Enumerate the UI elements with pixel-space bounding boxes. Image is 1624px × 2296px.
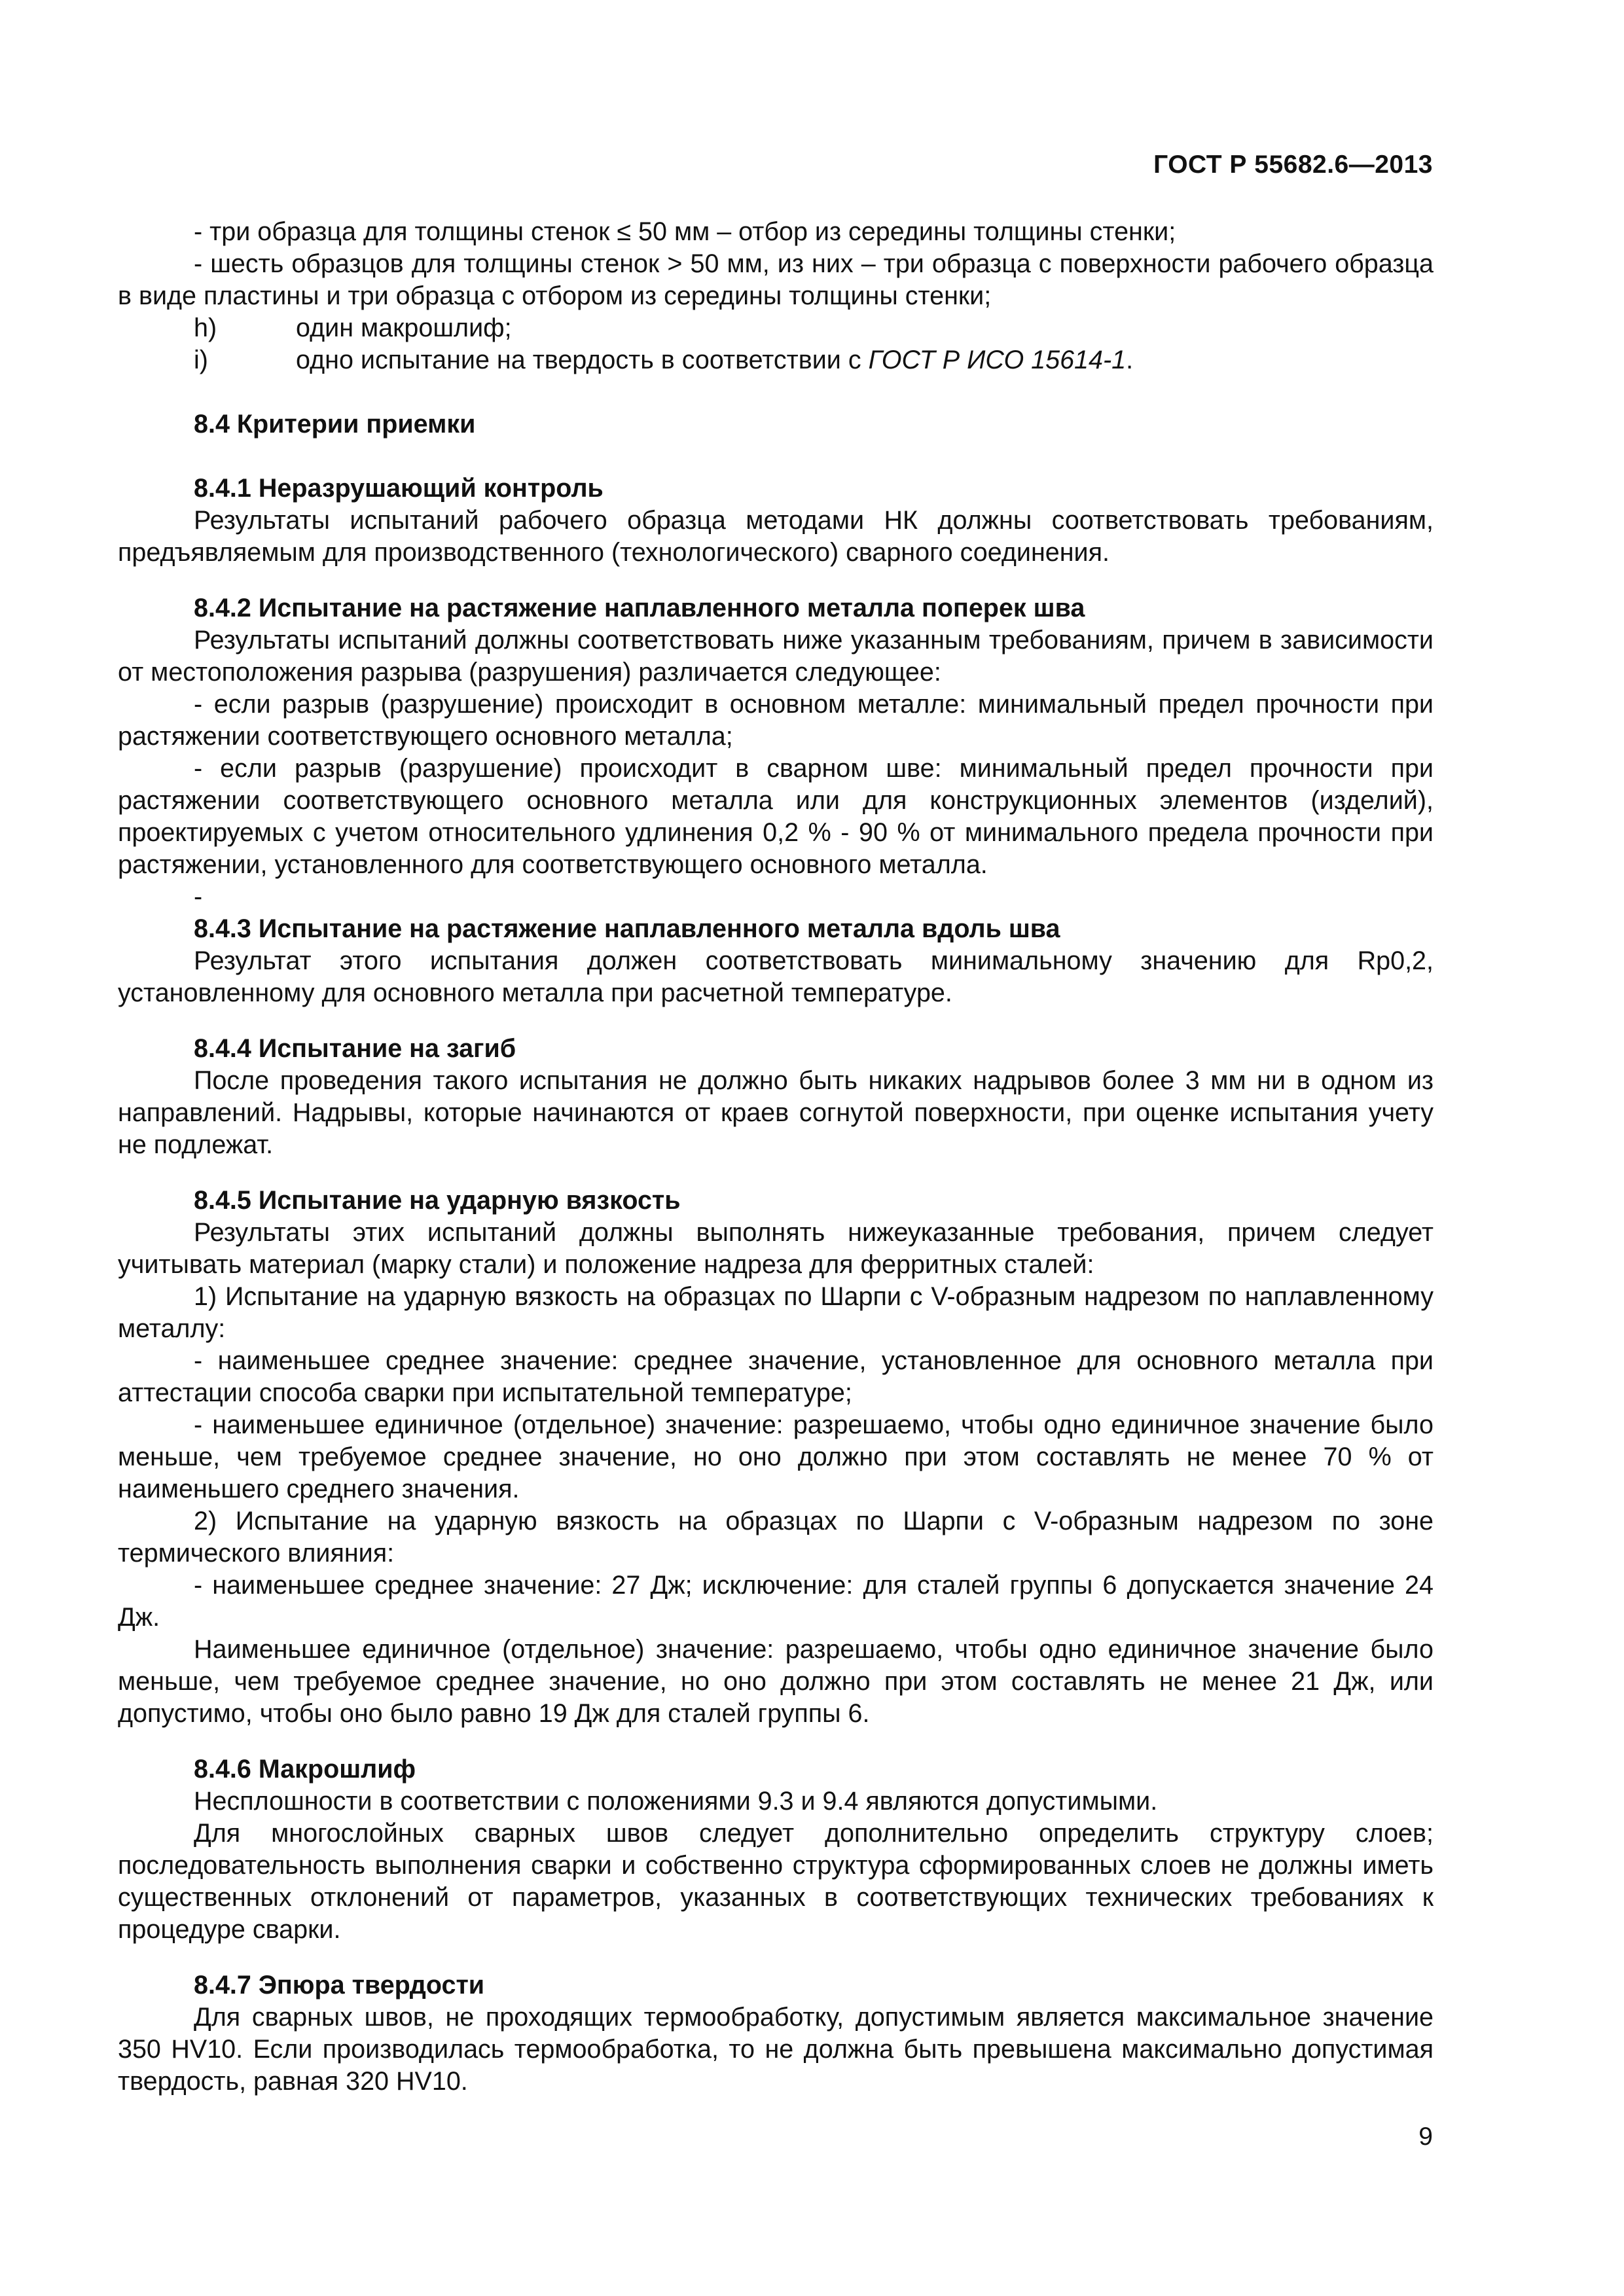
section-8-4-2-dash: - [194, 882, 203, 911]
section-8-4-6-paragraph-1: Несплошности в соответствии с положениями 9.3 и 9.4 являются допустимыми. [194, 1787, 1158, 1816]
section-8-4-5-item-2: 2) Испытание на ударную вязкость на образцах по Шарпи с V-образным надрезом по зоне термического влияния: [118, 1507, 1434, 1568]
section-8-4-4-paragraph: После проведения такого испытания не должно быть никаких надрывов более 3 мм ни в одном из направлений. Надрывы, которые начинаются от краев согнутой поверхности, при оценке испытания учету не подлежат. [118, 1066, 1434, 1159]
list-item-i [118, 344, 1434, 376]
list-marker-i: i) [194, 346, 208, 374]
section-8-4-5-paragraph-3: - наименьшее единичное (отдельное) значение: разрешаемо, чтобы одно единичное значение было меньше, чем требуемое среднее значение, но оно должно при этом составлять не менее 70 % от наименьшего среднего значения. [118, 1410, 1434, 1503]
section-8-4-5-paragraph-2: - наименьшее среднее значение: среднее значение, установленное для основного металла при аттестации способа сварки при испытательной температуре; [118, 1346, 1434, 1407]
section-8-4-4-title: 8.4.4 Испытание на загиб [194, 1034, 516, 1063]
list-text-h: один макрошлиф; [296, 314, 512, 342]
section-8-4-3-paragraph: Результат этого испытания должен соответствовать минимальному значению для Rp0,2, установленному для основного металла при расчетной температуре. [118, 946, 1434, 1007]
section-8-4-1-paragraph: Результаты испытаний рабочего образца методами НК должны соответствовать требованиям, предъявляемым для производственного (технологического) сварного соединения. [118, 506, 1434, 567]
section-8-4-6-title: 8.4.6 Макрошлиф [194, 1755, 416, 1784]
section-8-4-3-title: 8.4.3 Испытание на растяжение наплавленного металла вдоль шва [194, 914, 1060, 943]
document-body [118, 216, 1434, 2098]
section-8-4-5-title: 8.4.5 Испытание на ударную вязкость [194, 1186, 681, 1215]
document-header-id: ГОСТ Р 55682.6—2013 [1153, 151, 1433, 179]
section-8-4-2-paragraph-2: - если разрыв (разрушение) происходит в основном металле: минимальный предел прочности при растяжении соответствующего основного металла; [118, 690, 1434, 751]
section-8-4-5-item-1: 1) Испытание на ударную вязкость на образцах по Шарпи с V-образным надрезом по наплавленному металлу: [118, 1282, 1434, 1343]
list-text-i-end: . [1126, 346, 1134, 374]
list-text-i-main: одно испытание на твердость в соответствии с [296, 346, 869, 374]
list-item-h [118, 312, 1434, 344]
section-8-4-5-paragraph-5: Наименьшее единичное (отдельное) значение: разрешаемо, чтобы одно единичное значение было меньше, чем требуемое среднее значение, но оно должно при этом составлять не менее 21 Дж, или допустимо, чтобы оно было равно 19 Дж для сталей группы 6. [118, 1635, 1434, 1728]
section-8-4-6-paragraph-2: Для многослойных сварных швов следует дополнительно определить структуру слоев; последовательность выполнения сварки и собственно структура сформированных слоев не должны иметь существенных отклонений от параметров, указанных в соответствующих технических требованиях к процедуре сварки. [118, 1819, 1434, 1944]
intro-line-1: - три образца для толщины стенок ≤ 50 мм – отбор из середины толщины стенки; [194, 217, 1176, 246]
section-8-4-2-paragraph-1: Результаты испытаний должны соответствовать ниже указанным требованиям, причем в зависимости от местоположения разрыва (разрушения) различается следующее: [118, 626, 1434, 687]
section-8-4-1-title: 8.4.1 Неразрушающий контроль [194, 474, 604, 503]
section-8-4-5-paragraph-4: - наименьшее среднее значение: 27 Дж; исключение: для сталей группы 6 допускается значение 24 Дж. [118, 1571, 1434, 1632]
section-8-4-2-title: 8.4.2 Испытание на растяжение наплавленного металла поперек шва [194, 594, 1085, 622]
section-8-4-title: 8.4 Критерии приемки [194, 410, 476, 439]
intro-line-2: - шесть образцов для толщины стенок > 50 мм, из них – три образца с поверхности рабочего образца в виде пластины и три образца с отбором из середины толщины стенки; [118, 249, 1434, 310]
standard-reference: ГОСТ Р ИСО 15614-1 [868, 346, 1127, 374]
list-marker-h: h) [194, 314, 217, 342]
section-8-4-7-paragraph: Для сварных швов, не проходящих термообработку, допустимым является максимальное значение 350 HV10. Если производилась термообработка, то не должна быть превышена максимально допустимая твердость, равная 320 HV10. [118, 2003, 1434, 2096]
list-text-i [270, 344, 1434, 376]
section-8-4-2-paragraph-3: - если разрыв (разрушение) происходит в сварном шве: минимальный предел прочности при растяжении соответствующего основного металла или для конструкционных элементов (изделий), проектируемых с учетом относительного удлинения 0,2 % - 90 % от минимального предела прочности при растяжении, установленного для соответствующего основного металла. [118, 754, 1434, 879]
section-8-4-7-title: 8.4.7 Эпюра твердости [194, 1971, 485, 2000]
page-number: 9 [1418, 2123, 1433, 2151]
section-8-4-5-paragraph-1: Результаты этих испытаний должны выполнять нижеуказанные требования, причем следует учитывать материал (марку стали) и положение надреза для ферритных сталей: [118, 1218, 1434, 1279]
